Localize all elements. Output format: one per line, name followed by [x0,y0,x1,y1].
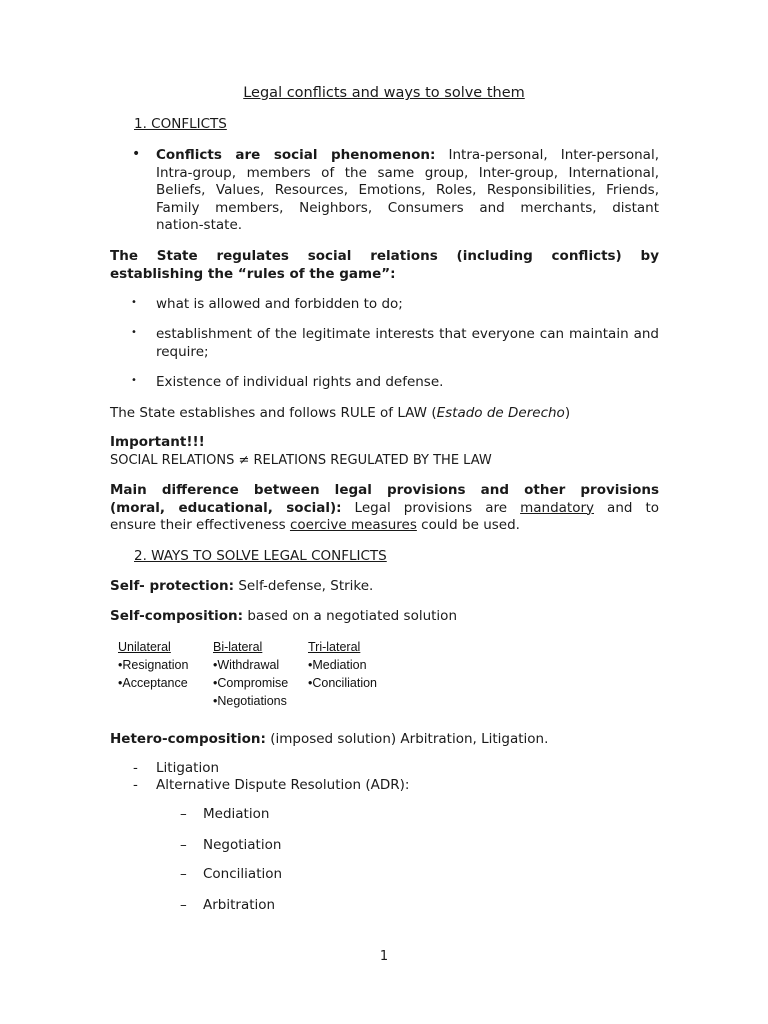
state-line: The State regulates social relations (including conflicts) by [110,248,659,264]
section-heading-conflicts: 1. CONFLICTS [134,116,227,132]
main-difference-paragraph [110,482,659,535]
endash-marker: – [180,806,187,822]
main-difference-text: and to [607,499,660,516]
dash-marker: - [133,777,138,793]
hetero-composition-text: (imposed solution) Arbitration, Litigation. [270,731,549,747]
conflicts-line: Family members, Neighbors, Consumers and merchants, distant [156,199,659,216]
important-block [110,434,659,469]
dash-item: Alternative Dispute Resolution (ADR): [156,777,410,793]
table-item: •Compromise [213,676,289,690]
adr-item: Negotiation [203,837,282,853]
important-label: Important!!! [110,434,205,450]
main-difference-bold: (moral, educational, social): [110,499,342,516]
conflicts-line: nation-state. [156,217,243,233]
table-header: Unilateral [118,640,171,654]
self-protection-text: Self-defense, Strike. [238,578,374,594]
self-protection-label: Self- protection: [110,578,235,594]
hetero-composition-label: Hetero-composition: [110,731,266,747]
bullet-marker: • [131,375,137,386]
self-composition-paragraph [110,608,659,626]
mandatory-underlined: mandatory [520,499,595,516]
main-difference-text: ensure their effectiveness [110,517,286,533]
table-item: •Withdrawal [213,658,280,672]
table-item: •Conciliation [308,676,377,690]
conflicts-bullet [156,147,659,235]
bullet-marker: • [131,327,137,338]
endash-marker: – [180,837,187,853]
adr-item: Conciliation [203,866,283,882]
main-difference-text: Legal provisions are [354,499,508,516]
conflicts-bullet-lead: Conflicts are social phenomenon: [156,147,436,163]
main-difference-bold: Main difference between legal provisions and other provisions [110,482,659,498]
table-item: •Mediation [308,658,367,672]
rule-of-law-text: The State establishes and follows RULE of LAW ( [110,405,437,421]
self-composition-text: based on a negotiated solution [247,608,457,624]
coercive-measures-underlined: coercive measures [289,517,417,533]
table-column-bilateral [213,638,288,710]
rule-of-law-paragraph [110,405,659,423]
self-protection-paragraph [110,578,659,596]
endash-marker: – [180,866,187,882]
state-regulates-paragraph [110,248,659,283]
main-difference-text: could be used. [421,517,520,533]
conflicts-line: Intra-personal, Inter-personal, [448,147,659,163]
adr-item: Mediation [203,806,270,822]
self-composition-label: Self-composition: [110,608,244,624]
table-header: Tri-lateral [308,640,361,654]
endash-marker: – [180,897,187,913]
hetero-composition-paragraph [110,731,659,749]
important-text: SOCIAL RELATIONS ≠ RELATIONS REGULATED BY THE LAW [110,452,492,468]
conflicts-line: Intra-group, members of the same group, Inter-group, International, [156,164,659,181]
conflicts-line: Beliefs, Values, Resources, Emotions, Roles, Responsibilities, Friends, [156,182,659,198]
state-item: Existence of individual rights and defense. [156,374,444,390]
state-item: what is allowed and forbidden to do; [156,296,403,312]
rule-of-law-italic: Estado de Derecho [436,405,565,421]
table-header: Bi-lateral [213,640,263,654]
table-column-unilateral [118,638,188,692]
dash-item: Litigation [156,760,220,776]
table-item: •Negotiations [213,694,287,708]
state-item: establishment of the legitimate interests that everyone can maintain and require; [156,326,659,360]
table-column-trilateral [308,638,377,692]
dash-marker: - [133,760,138,776]
adr-item: Arbitration [203,897,276,913]
state-line: establishing the “rules of the game”: [110,265,396,282]
document-title: Legal conflicts and ways to solve them [243,85,525,101]
page-number: 1 [379,949,389,964]
bullet-marker: • [131,297,137,308]
table-item: •Acceptance [118,676,188,690]
rule-of-law-text: ) [564,405,571,421]
section-heading-ways: 2. WAYS TO SOLVE LEGAL CONFLICTS [134,548,387,564]
bullet-marker: • [132,146,141,162]
table-item: •Resignation [118,658,189,672]
